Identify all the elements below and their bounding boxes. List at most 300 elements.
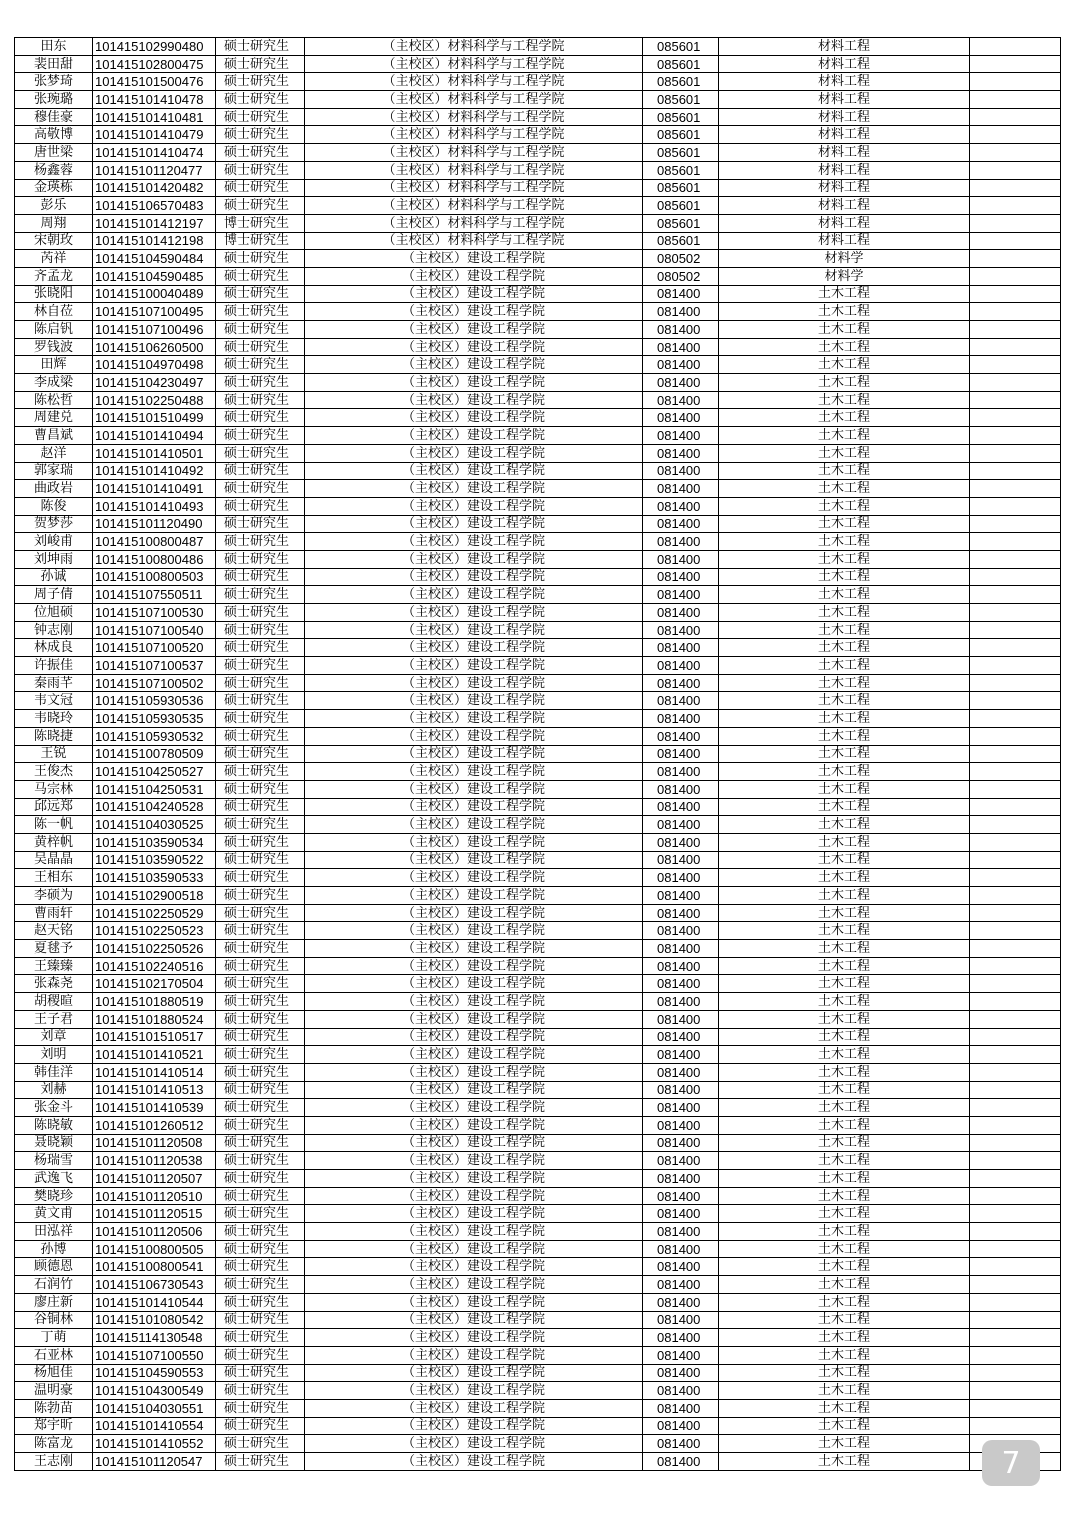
- degree-type-cell: 硕士研究生: [216, 1435, 305, 1453]
- student-name-cell: 陈一帆: [15, 816, 93, 834]
- student-name-cell: 唐世梁: [15, 144, 93, 162]
- remarks-cell: [970, 391, 1061, 409]
- student-name-cell: 黄文甫: [15, 1205, 93, 1223]
- table-row: [15, 550, 1061, 568]
- college-name-cell: （主校区）建设工程学院: [305, 957, 643, 975]
- student-name-cell: 周翔: [15, 214, 93, 232]
- exam-id-cell: 101415106570483: [93, 197, 216, 215]
- college-name-cell: （主校区）建设工程学院: [305, 1134, 643, 1152]
- student-name-cell: 王子君: [15, 1010, 93, 1028]
- major-name-cell: 土木工程: [719, 1028, 970, 1046]
- major-code-cell: 081400: [643, 798, 719, 816]
- college-name-cell: （主校区）建设工程学院: [305, 1311, 643, 1329]
- college-name-cell: （主校区）建设工程学院: [305, 427, 643, 445]
- major-name-cell: 土木工程: [719, 674, 970, 692]
- major-name-cell: 土木工程: [719, 975, 970, 993]
- major-name-cell: 材料工程: [719, 126, 970, 144]
- remarks-cell: [970, 427, 1061, 445]
- student-name-cell: 刘明: [15, 1046, 93, 1064]
- table-row: [15, 374, 1061, 392]
- degree-type-cell: 硕士研究生: [216, 321, 305, 339]
- exam-id-cell: 101415102250523: [93, 922, 216, 940]
- table-row: [15, 338, 1061, 356]
- student-name-cell: 刘章: [15, 1028, 93, 1046]
- table-row: [15, 657, 1061, 675]
- major-name-cell: 土木工程: [719, 1187, 970, 1205]
- student-name-cell: 曹昌斌: [15, 427, 93, 445]
- major-code-cell: 085601: [643, 161, 719, 179]
- student-name-cell: 杨瑞雪: [15, 1152, 93, 1170]
- major-name-cell: 土木工程: [719, 374, 970, 392]
- remarks-cell: [970, 833, 1061, 851]
- major-name-cell: 土木工程: [719, 1010, 970, 1028]
- degree-type-cell: 硕士研究生: [216, 161, 305, 179]
- major-name-cell: 土木工程: [719, 1099, 970, 1117]
- major-code-cell: 081400: [643, 692, 719, 710]
- college-name-cell: （主校区）建设工程学院: [305, 1116, 643, 1134]
- major-name-cell: 土木工程: [719, 710, 970, 728]
- college-name-cell: （主校区）建设工程学院: [305, 940, 643, 958]
- student-name-cell: 王相东: [15, 869, 93, 887]
- major-code-cell: 085601: [643, 108, 719, 126]
- college-name-cell: （主校区）建设工程学院: [305, 1081, 643, 1099]
- exam-id-cell: 101415101410544: [93, 1293, 216, 1311]
- table-row: [15, 674, 1061, 692]
- table-row: [15, 444, 1061, 462]
- remarks-cell: [970, 869, 1061, 887]
- college-name-cell: （主校区）建设工程学院: [305, 1099, 643, 1117]
- major-name-cell: 土木工程: [719, 497, 970, 515]
- degree-type-cell: 硕士研究生: [216, 1364, 305, 1382]
- student-name-cell: 王俊杰: [15, 763, 93, 781]
- exam-id-cell: 101415102170504: [93, 975, 216, 993]
- exam-id-cell: 101415107100530: [93, 604, 216, 622]
- table-row: [15, 1453, 1061, 1471]
- major-code-cell: 081400: [643, 515, 719, 533]
- college-name-cell: （主校区）建设工程学院: [305, 1170, 643, 1188]
- major-code-cell: 081400: [643, 427, 719, 445]
- exam-id-cell: 101415102250526: [93, 940, 216, 958]
- table-row: [15, 1329, 1061, 1347]
- major-code-cell: 081400: [643, 1346, 719, 1364]
- degree-type-cell: 硕士研究生: [216, 1311, 305, 1329]
- student-name-cell: 陈俊: [15, 497, 93, 515]
- degree-type-cell: 硕士研究生: [216, 1152, 305, 1170]
- remarks-cell: [970, 550, 1061, 568]
- exam-id-cell: 101415101412198: [93, 232, 216, 250]
- exam-id-cell: 101415101410513: [93, 1081, 216, 1099]
- college-name-cell: （主校区）建设工程学院: [305, 1293, 643, 1311]
- student-name-cell: 周子倩: [15, 586, 93, 604]
- table-row: [15, 904, 1061, 922]
- exam-id-cell: 101415100800505: [93, 1240, 216, 1258]
- major-code-cell: 081400: [643, 321, 719, 339]
- table-row: [15, 568, 1061, 586]
- college-name-cell: （主校区）建设工程学院: [305, 409, 643, 427]
- major-name-cell: 土木工程: [719, 940, 970, 958]
- remarks-cell: [970, 1099, 1061, 1117]
- major-code-cell: 085601: [643, 38, 719, 56]
- degree-type-cell: 硕士研究生: [216, 126, 305, 144]
- major-name-cell: 土木工程: [719, 1134, 970, 1152]
- student-name-cell: 张森尧: [15, 975, 93, 993]
- table-row: [15, 232, 1061, 250]
- student-name-cell: 谷铜林: [15, 1311, 93, 1329]
- table-row: [15, 161, 1061, 179]
- major-code-cell: 081400: [643, 444, 719, 462]
- student-name-cell: 田东: [15, 38, 93, 56]
- major-name-cell: 土木工程: [719, 639, 970, 657]
- student-name-cell: 赵天铭: [15, 922, 93, 940]
- degree-type-cell: 硕士研究生: [216, 1276, 305, 1294]
- remarks-cell: [970, 285, 1061, 303]
- major-code-cell: 081400: [643, 869, 719, 887]
- major-name-cell: 土木工程: [719, 1293, 970, 1311]
- college-name-cell: （主校区）建设工程学院: [305, 1223, 643, 1241]
- major-code-cell: 081400: [643, 285, 719, 303]
- college-name-cell: （主校区）建设工程学院: [305, 887, 643, 905]
- major-code-cell: 081400: [643, 391, 719, 409]
- remarks-cell: [970, 1399, 1061, 1417]
- table-row: [15, 1240, 1061, 1258]
- student-name-cell: 李成梁: [15, 374, 93, 392]
- student-name-cell: 石润竹: [15, 1276, 93, 1294]
- major-name-cell: 土木工程: [719, 763, 970, 781]
- student-name-cell: 裴田甜: [15, 55, 93, 73]
- student-name-cell: 齐孟龙: [15, 267, 93, 285]
- major-code-cell: 081400: [643, 957, 719, 975]
- major-name-cell: 土木工程: [719, 515, 970, 533]
- degree-type-cell: 硕士研究生: [216, 179, 305, 197]
- student-name-cell: 丁萌: [15, 1329, 93, 1347]
- remarks-cell: [970, 1417, 1061, 1435]
- major-code-cell: 081400: [643, 1329, 719, 1347]
- student-name-cell: 廖庄新: [15, 1293, 93, 1311]
- major-name-cell: 土木工程: [719, 922, 970, 940]
- student-name-cell: 吴晶晶: [15, 851, 93, 869]
- exam-id-cell: 101415107100495: [93, 303, 216, 321]
- remarks-cell: [970, 1293, 1061, 1311]
- exam-id-cell: 101415105930532: [93, 727, 216, 745]
- major-code-cell: 081400: [643, 922, 719, 940]
- college-name-cell: （主校区）建设工程学院: [305, 267, 643, 285]
- table-row: [15, 214, 1061, 232]
- table-row: [15, 1028, 1061, 1046]
- major-code-cell: 081400: [643, 1081, 719, 1099]
- table-row: [15, 285, 1061, 303]
- remarks-cell: [970, 462, 1061, 480]
- college-name-cell: （主校区）建设工程学院: [305, 1152, 643, 1170]
- student-name-cell: 彭乐: [15, 197, 93, 215]
- major-code-cell: 081400: [643, 568, 719, 586]
- remarks-cell: [970, 1205, 1061, 1223]
- major-code-cell: 081400: [643, 887, 719, 905]
- exam-id-cell: 101415102900518: [93, 887, 216, 905]
- remarks-cell: [970, 780, 1061, 798]
- exam-id-cell: 101415101510499: [93, 409, 216, 427]
- student-name-cell: 张梦琦: [15, 73, 93, 91]
- exam-id-cell: 101415100040489: [93, 285, 216, 303]
- major-code-cell: 081400: [643, 1116, 719, 1134]
- exam-id-cell: 101415100800486: [93, 550, 216, 568]
- remarks-cell: [970, 957, 1061, 975]
- college-name-cell: （主校区）建设工程学院: [305, 1329, 643, 1347]
- major-name-cell: 材料工程: [719, 108, 970, 126]
- exam-id-cell: 101415106730543: [93, 1276, 216, 1294]
- major-name-cell: 土木工程: [719, 1382, 970, 1400]
- major-name-cell: 土木工程: [719, 550, 970, 568]
- major-name-cell: 土木工程: [719, 427, 970, 445]
- major-name-cell: 土木工程: [719, 604, 970, 622]
- exam-id-cell: 101415101410501: [93, 444, 216, 462]
- major-code-cell: 085601: [643, 144, 719, 162]
- remarks-cell: [970, 1276, 1061, 1294]
- exam-id-cell: 101415107100502: [93, 674, 216, 692]
- exam-id-cell: 101415101120490: [93, 515, 216, 533]
- major-code-cell: 081400: [643, 1258, 719, 1276]
- degree-type-cell: 硕士研究生: [216, 1223, 305, 1241]
- student-name-cell: 曲政岩: [15, 480, 93, 498]
- table-row: [15, 144, 1061, 162]
- exam-id-cell: 101415101120508: [93, 1134, 216, 1152]
- student-name-cell: 韩佳洋: [15, 1063, 93, 1081]
- major-name-cell: 土木工程: [719, 338, 970, 356]
- exam-id-cell: 101415102240516: [93, 957, 216, 975]
- table-row: [15, 356, 1061, 374]
- major-name-cell: 土木工程: [719, 444, 970, 462]
- college-name-cell: （主校区）建设工程学院: [305, 480, 643, 498]
- remarks-cell: [970, 816, 1061, 834]
- major-code-cell: 081400: [643, 851, 719, 869]
- major-code-cell: 081400: [643, 374, 719, 392]
- remarks-cell: [970, 55, 1061, 73]
- major-name-cell: 土木工程: [719, 321, 970, 339]
- exam-id-cell: 101415107100550: [93, 1346, 216, 1364]
- exam-id-cell: 101415101120507: [93, 1170, 216, 1188]
- degree-type-cell: 硕士研究生: [216, 568, 305, 586]
- exam-id-cell: 101415101120538: [93, 1152, 216, 1170]
- exam-id-cell: 101415100780509: [93, 745, 216, 763]
- exam-id-cell: 101415100800487: [93, 533, 216, 551]
- degree-type-cell: 硕士研究生: [216, 1417, 305, 1435]
- student-name-cell: 夏毬予: [15, 940, 93, 958]
- table-row: [15, 1293, 1061, 1311]
- degree-type-cell: 硕士研究生: [216, 833, 305, 851]
- student-name-cell: 郑宇昕: [15, 1417, 93, 1435]
- major-code-cell: 085601: [643, 126, 719, 144]
- student-name-cell: 马宗林: [15, 780, 93, 798]
- student-name-cell: 邱远郑: [15, 798, 93, 816]
- exam-id-cell: 101415107100537: [93, 657, 216, 675]
- college-name-cell: （主校区）建设工程学院: [305, 462, 643, 480]
- student-name-cell: 黄梓帆: [15, 833, 93, 851]
- major-name-cell: 土木工程: [719, 1081, 970, 1099]
- remarks-cell: [970, 480, 1061, 498]
- degree-type-cell: 硕士研究生: [216, 1046, 305, 1064]
- college-name-cell: （主校区）建设工程学院: [305, 639, 643, 657]
- major-name-cell: 土木工程: [719, 780, 970, 798]
- table-row: [15, 1099, 1061, 1117]
- degree-type-cell: 硕士研究生: [216, 144, 305, 162]
- college-name-cell: （主校区）建设工程学院: [305, 727, 643, 745]
- degree-type-cell: 硕士研究生: [216, 869, 305, 887]
- major-code-cell: 081400: [643, 674, 719, 692]
- table-row: [15, 250, 1061, 268]
- major-code-cell: 081400: [643, 1134, 719, 1152]
- remarks-cell: [970, 887, 1061, 905]
- table-row: [15, 922, 1061, 940]
- college-name-cell: （主校区）建设工程学院: [305, 1063, 643, 1081]
- college-name-cell: （主校区）建设工程学院: [305, 391, 643, 409]
- major-name-cell: 材料工程: [719, 197, 970, 215]
- exam-id-cell: 101415107100520: [93, 639, 216, 657]
- exam-id-cell: 101415101410491: [93, 480, 216, 498]
- student-name-cell: 孙博: [15, 1240, 93, 1258]
- major-name-cell: 土木工程: [719, 727, 970, 745]
- degree-type-cell: 硕士研究生: [216, 338, 305, 356]
- major-code-cell: 081400: [643, 1170, 719, 1188]
- major-name-cell: 土木工程: [719, 1346, 970, 1364]
- college-name-cell: （主校区）建设工程学院: [305, 1417, 643, 1435]
- degree-type-cell: 硕士研究生: [216, 1293, 305, 1311]
- major-name-cell: 土木工程: [719, 816, 970, 834]
- college-name-cell: （主校区）建设工程学院: [305, 550, 643, 568]
- exam-id-cell: 101415101880524: [93, 1010, 216, 1028]
- major-name-cell: 土木工程: [719, 391, 970, 409]
- degree-type-cell: 硕士研究生: [216, 887, 305, 905]
- exam-id-cell: 101415107550511: [93, 586, 216, 604]
- table-row: [15, 1205, 1061, 1223]
- degree-type-cell: 硕士研究生: [216, 1028, 305, 1046]
- major-name-cell: 土木工程: [719, 745, 970, 763]
- degree-type-cell: 硕士研究生: [216, 657, 305, 675]
- remarks-cell: [970, 1187, 1061, 1205]
- table-row: [15, 1435, 1061, 1453]
- major-code-cell: 085601: [643, 197, 719, 215]
- remarks-cell: [970, 975, 1061, 993]
- student-list-table: [14, 37, 1061, 1471]
- student-name-cell: 李硕为: [15, 887, 93, 905]
- college-name-cell: （主校区）材料科学与工程学院: [305, 214, 643, 232]
- table-row: [15, 1417, 1061, 1435]
- remarks-cell: [970, 533, 1061, 551]
- exam-id-cell: 101415102250488: [93, 391, 216, 409]
- exam-id-cell: 101415101410474: [93, 144, 216, 162]
- major-code-cell: 081400: [643, 1364, 719, 1382]
- degree-type-cell: 硕士研究生: [216, 639, 305, 657]
- exam-id-cell: 101415100800541: [93, 1258, 216, 1276]
- major-code-cell: 081400: [643, 533, 719, 551]
- major-name-cell: 土木工程: [719, 285, 970, 303]
- major-code-cell: 081400: [643, 1063, 719, 1081]
- degree-type-cell: 硕士研究生: [216, 1346, 305, 1364]
- major-code-cell: 081400: [643, 1205, 719, 1223]
- college-name-cell: （主校区）建设工程学院: [305, 1240, 643, 1258]
- major-code-cell: 081400: [643, 1028, 719, 1046]
- college-name-cell: （主校区）建设工程学院: [305, 321, 643, 339]
- table-row: [15, 851, 1061, 869]
- exam-id-cell: 101415101120510: [93, 1187, 216, 1205]
- degree-type-cell: 硕士研究生: [216, 374, 305, 392]
- student-name-cell: 樊晓珍: [15, 1187, 93, 1205]
- exam-id-cell: 101415101510517: [93, 1028, 216, 1046]
- college-name-cell: （主校区）建设工程学院: [305, 993, 643, 1011]
- table-row: [15, 940, 1061, 958]
- remarks-cell: [970, 657, 1061, 675]
- table-row: [15, 833, 1061, 851]
- major-name-cell: 材料工程: [719, 73, 970, 91]
- exam-id-cell: 101415101420482: [93, 179, 216, 197]
- table-row: [15, 73, 1061, 91]
- degree-type-cell: 硕士研究生: [216, 674, 305, 692]
- degree-type-cell: 博士研究生: [216, 214, 305, 232]
- degree-type-cell: 硕士研究生: [216, 780, 305, 798]
- degree-type-cell: 硕士研究生: [216, 197, 305, 215]
- student-name-cell: 杨鑫蓉: [15, 161, 93, 179]
- remarks-cell: [970, 197, 1061, 215]
- major-name-cell: 土木工程: [719, 1258, 970, 1276]
- degree-type-cell: 硕士研究生: [216, 798, 305, 816]
- major-name-cell: 土木工程: [719, 1399, 970, 1417]
- table-row: [15, 1063, 1061, 1081]
- major-name-cell: 材料学: [719, 250, 970, 268]
- table-row: [15, 816, 1061, 834]
- degree-type-cell: 硕士研究生: [216, 1329, 305, 1347]
- degree-type-cell: 硕士研究生: [216, 1116, 305, 1134]
- degree-type-cell: 硕士研究生: [216, 993, 305, 1011]
- exam-id-cell: 101415101410521: [93, 1046, 216, 1064]
- table-row: [15, 639, 1061, 657]
- student-name-cell: 胡稷暄: [15, 993, 93, 1011]
- exam-id-cell: 101415101410479: [93, 126, 216, 144]
- remarks-cell: [970, 214, 1061, 232]
- major-code-cell: 081400: [643, 657, 719, 675]
- major-name-cell: 土木工程: [719, 533, 970, 551]
- table-row: [15, 1223, 1061, 1241]
- exam-id-cell: 101415101500476: [93, 73, 216, 91]
- college-name-cell: （主校区）材料科学与工程学院: [305, 73, 643, 91]
- student-name-cell: 刘赫: [15, 1081, 93, 1099]
- exam-id-cell: 101415101410481: [93, 108, 216, 126]
- degree-type-cell: 硕士研究生: [216, 285, 305, 303]
- degree-type-cell: 硕士研究生: [216, 91, 305, 109]
- table-row: [15, 745, 1061, 763]
- remarks-cell: [970, 38, 1061, 56]
- student-name-cell: 宋朝玫: [15, 232, 93, 250]
- student-name-cell: 田辉: [15, 356, 93, 374]
- table-row: [15, 55, 1061, 73]
- exam-id-cell: 101415114130548: [93, 1329, 216, 1347]
- major-name-cell: 土木工程: [719, 657, 970, 675]
- student-name-cell: 芮祥: [15, 250, 93, 268]
- college-name-cell: （主校区）建设工程学院: [305, 1258, 643, 1276]
- degree-type-cell: 硕士研究生: [216, 621, 305, 639]
- student-name-cell: 曹雨轩: [15, 904, 93, 922]
- table-row: [15, 1046, 1061, 1064]
- exam-id-cell: 101415105930536: [93, 692, 216, 710]
- remarks-cell: [970, 568, 1061, 586]
- major-name-cell: 土木工程: [719, 1364, 970, 1382]
- major-code-cell: 081400: [643, 763, 719, 781]
- degree-type-cell: 硕士研究生: [216, 1453, 305, 1471]
- major-code-cell: 081400: [643, 1311, 719, 1329]
- student-name-cell: 陈富龙: [15, 1435, 93, 1453]
- student-name-cell: 林自莅: [15, 303, 93, 321]
- degree-type-cell: 硕士研究生: [216, 444, 305, 462]
- college-name-cell: （主校区）材料科学与工程学院: [305, 232, 643, 250]
- table-row: [15, 267, 1061, 285]
- exam-id-cell: 101415107100496: [93, 321, 216, 339]
